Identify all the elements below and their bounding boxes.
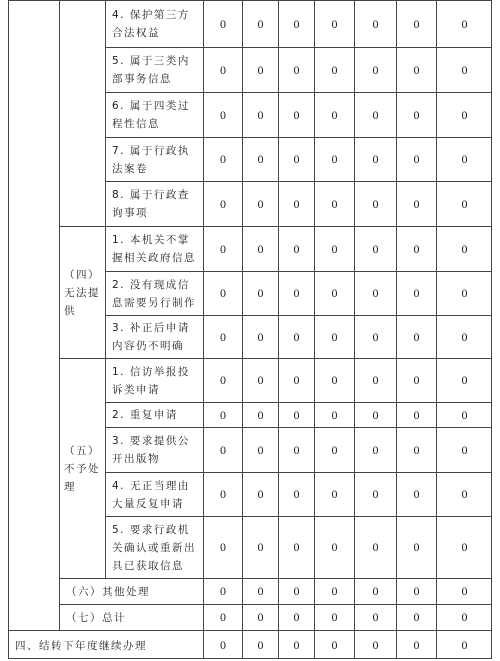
value-cell: 0	[396, 271, 436, 315]
value-cell: 0	[354, 271, 396, 315]
value-cell: 0	[203, 47, 242, 92]
value-cell: 0	[242, 181, 278, 226]
value-cell: 0	[396, 181, 436, 226]
value-cell: 0	[314, 604, 354, 630]
group-label-4: （四）无法提供	[59, 226, 105, 358]
value-cell: 0	[396, 516, 436, 578]
value-cell: 0	[203, 630, 242, 659]
value-cell: 0	[242, 630, 278, 659]
value-cell: 0	[314, 516, 354, 578]
row-label: 1. 本机关不掌握相关政府信息	[105, 226, 203, 271]
value-cell: 0	[278, 630, 314, 659]
value-cell: 0	[278, 181, 314, 226]
row-label: 3. 补正后申请内容仍不明确	[105, 315, 203, 358]
value-cell: 0	[436, 92, 492, 137]
value-cell: 0	[278, 137, 314, 181]
value-cell: 0	[278, 0, 314, 47]
row-label-total: （七）总计	[59, 604, 203, 630]
value-cell: 0	[203, 578, 242, 604]
value-cell: 0	[396, 358, 436, 402]
row-label-other: （六）其他处理	[59, 578, 203, 604]
value-cell: 0	[354, 630, 396, 659]
value-cell: 0	[242, 578, 278, 604]
value-cell: 0	[314, 0, 354, 47]
value-cell: 0	[436, 604, 492, 630]
value-cell: 0	[314, 92, 354, 137]
value-cell: 0	[436, 181, 492, 226]
row-label-carryover: 四、结转下年度继续办理	[8, 630, 203, 659]
value-cell: 0	[314, 315, 354, 358]
value-cell: 0	[354, 427, 396, 472]
value-cell: 0	[242, 47, 278, 92]
value-cell: 0	[203, 604, 242, 630]
value-cell: 0	[203, 271, 242, 315]
value-cell: 0	[354, 47, 396, 92]
row-label: 4. 无正当理由大量反复申请	[105, 472, 203, 516]
table-bottom-border	[8, 658, 492, 659]
value-cell: 0	[354, 402, 396, 427]
value-cell: 0	[396, 137, 436, 181]
value-cell: 0	[354, 226, 396, 271]
row-label: 6. 属于四类过程性信息	[105, 92, 203, 137]
value-cell: 0	[396, 630, 436, 659]
value-cell: 0	[278, 358, 314, 402]
value-cell: 0	[436, 630, 492, 659]
value-cell: 0	[278, 315, 314, 358]
row-label: 2. 没有现成信息需要另行制作	[105, 271, 203, 315]
row-label: 2. 重复申请	[105, 402, 203, 427]
value-cell: 0	[354, 578, 396, 604]
section-3-column	[8, 0, 59, 630]
value-cell: 0	[242, 0, 278, 47]
value-cell: 0	[354, 0, 396, 47]
value-cell: 0	[203, 402, 242, 427]
value-cell: 0	[354, 604, 396, 630]
value-cell: 0	[396, 0, 436, 47]
value-cell: 0	[354, 472, 396, 516]
value-cell: 0	[314, 358, 354, 402]
value-cell: 0	[242, 358, 278, 402]
value-cell: 0	[278, 472, 314, 516]
value-cell: 0	[436, 137, 492, 181]
value-cell: 0	[242, 92, 278, 137]
value-cell: 0	[203, 427, 242, 472]
group-3-column	[59, 0, 105, 226]
value-cell: 0	[242, 226, 278, 271]
value-cell: 0	[396, 402, 436, 427]
value-cell: 0	[203, 92, 242, 137]
value-cell: 0	[436, 427, 492, 472]
value-cell: 0	[203, 137, 242, 181]
value-cell: 0	[242, 271, 278, 315]
value-cell: 0	[278, 578, 314, 604]
value-cell: 0	[354, 315, 396, 358]
value-cell: 0	[278, 427, 314, 472]
value-cell: 0	[203, 472, 242, 516]
value-cell: 0	[436, 578, 492, 604]
value-cell: 0	[314, 630, 354, 659]
value-cell: 0	[436, 472, 492, 516]
value-cell: 0	[314, 427, 354, 472]
value-cell: 0	[278, 604, 314, 630]
value-cell: 0	[314, 226, 354, 271]
value-cell: 0	[242, 137, 278, 181]
value-cell: 0	[314, 47, 354, 92]
value-cell: 0	[354, 137, 396, 181]
value-cell: 0	[314, 137, 354, 181]
value-cell: 0	[314, 578, 354, 604]
value-cell: 0	[396, 578, 436, 604]
value-cell: 0	[203, 181, 242, 226]
row-label: 5. 属于三类内部事务信息	[105, 47, 203, 92]
value-cell: 0	[242, 315, 278, 358]
value-cell: 0	[436, 0, 492, 47]
value-cell: 0	[314, 472, 354, 516]
row-label: 5. 要求行政机关确认或重新出具已获取信息	[105, 516, 203, 578]
value-cell: 0	[436, 226, 492, 271]
row-label: 1. 信访举报投诉类申请	[105, 358, 203, 402]
value-cell: 0	[203, 516, 242, 578]
row-label: 7. 属于行政执法案卷	[105, 137, 203, 181]
value-cell: 0	[314, 402, 354, 427]
value-cell: 0	[354, 181, 396, 226]
value-cell: 0	[396, 92, 436, 137]
value-cell: 0	[242, 604, 278, 630]
value-cell: 0	[203, 226, 242, 271]
value-cell: 0	[278, 271, 314, 315]
value-cell: 0	[396, 226, 436, 271]
value-cell: 0	[242, 402, 278, 427]
value-cell: 0	[436, 315, 492, 358]
value-cell: 0	[242, 427, 278, 472]
value-cell: 0	[436, 402, 492, 427]
value-cell: 0	[314, 181, 354, 226]
table-right-border	[491, 0, 492, 659]
row-label: 3. 要求提供公开出版物	[105, 427, 203, 472]
value-cell: 0	[242, 472, 278, 516]
value-cell: 0	[278, 92, 314, 137]
value-cell: 0	[436, 271, 492, 315]
value-cell: 0	[354, 358, 396, 402]
row-label: 8. 属于行政查询事项	[105, 181, 203, 226]
value-cell: 0	[396, 47, 436, 92]
value-cell: 0	[396, 315, 436, 358]
row-label: 4. 保护第三方合法权益	[105, 0, 203, 47]
value-cell: 0	[354, 92, 396, 137]
group-label-5: （五）不予处理	[59, 358, 105, 578]
value-cell: 0	[396, 472, 436, 516]
value-cell: 0	[203, 0, 242, 47]
value-cell: 0	[242, 516, 278, 578]
value-cell: 0	[278, 516, 314, 578]
value-cell: 0	[436, 516, 492, 578]
value-cell: 0	[436, 358, 492, 402]
value-cell: 0	[354, 516, 396, 578]
value-cell: 0	[203, 315, 242, 358]
value-cell: 0	[314, 271, 354, 315]
value-cell: 0	[278, 402, 314, 427]
value-cell: 0	[436, 47, 492, 92]
value-cell: 0	[278, 47, 314, 92]
value-cell: 0	[278, 226, 314, 271]
value-cell: 0	[396, 604, 436, 630]
value-cell: 0	[396, 427, 436, 472]
value-cell: 0	[203, 358, 242, 402]
